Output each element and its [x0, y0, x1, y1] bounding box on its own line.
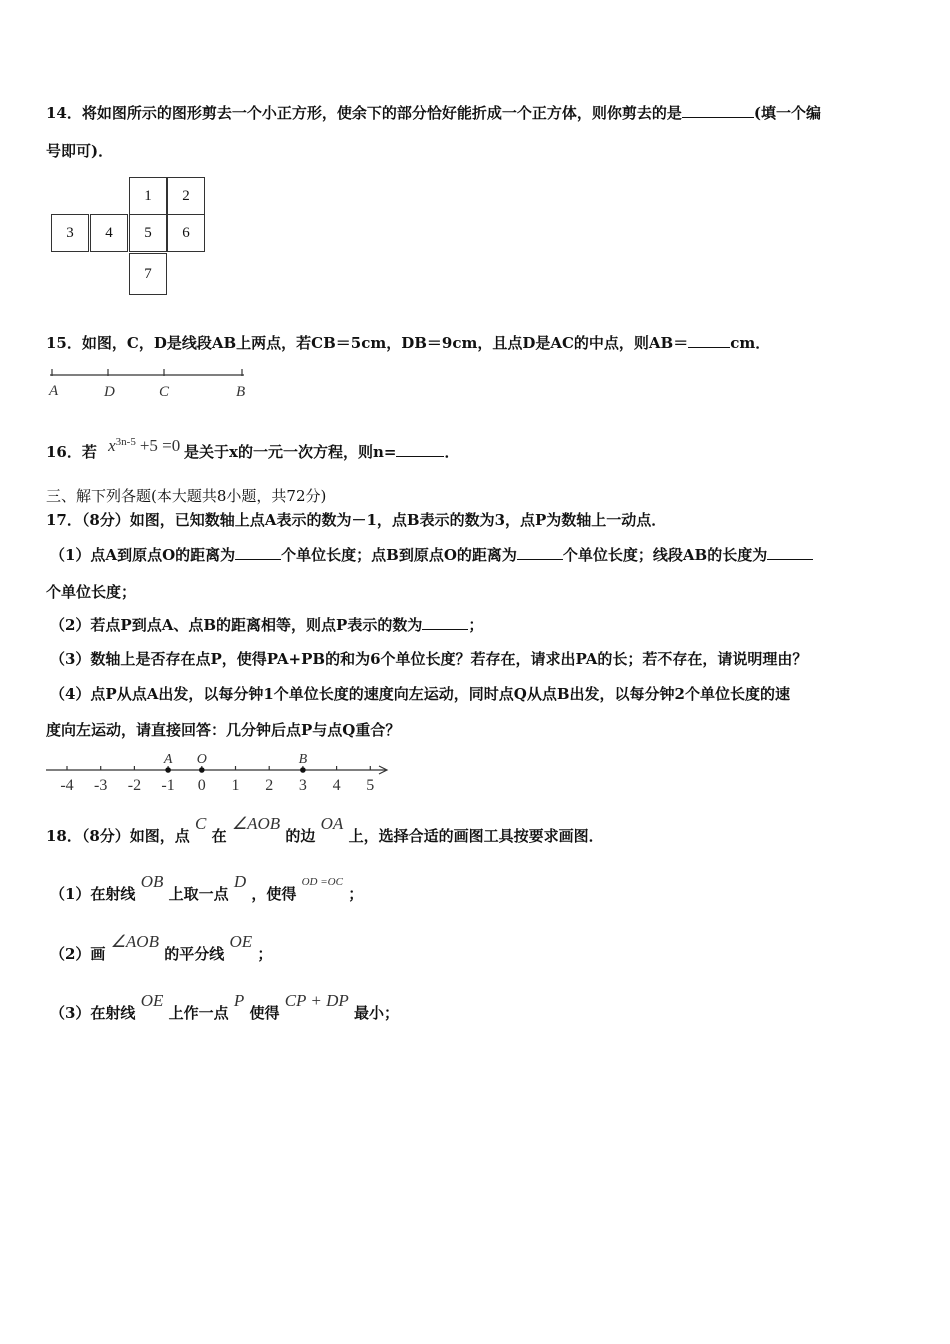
label-a: A: [49, 383, 59, 399]
axis-tick-label-1: -3: [94, 777, 108, 794]
q17-p1d: 个单位长度；: [46, 583, 137, 601]
net-cell-3: 3: [51, 214, 89, 252]
q18-b: 在: [211, 827, 227, 845]
q18-s3c: 使得: [249, 1004, 280, 1022]
net-cell-5: 5: [129, 214, 167, 252]
q18-s3-oe: OE: [140, 991, 164, 1010]
q18-point-c: C: [195, 814, 207, 833]
q18-s2c: ；: [257, 945, 273, 963]
q17-blank1: [235, 545, 281, 560]
q15-line: [46, 333, 770, 353]
q17-part4a: （4）点P从点A出发，以每分钟1个单位长度的速度向左运动，同时点Q从点B出发，以每分钟2个单位长度的速: [50, 685, 790, 703]
axis-point-o: [199, 767, 205, 773]
q14-blank: [682, 103, 754, 118]
net-cell-6: 6: [167, 214, 205, 252]
q18-s3d: 最小；: [354, 1004, 400, 1022]
q16-tail: ．: [444, 443, 460, 461]
q18-a: 18．（8分）如图，点: [46, 827, 190, 845]
q18-oa: OA: [320, 814, 344, 833]
net-cell-2: 2: [167, 177, 205, 215]
axis-tick-label-4: 0: [197, 777, 206, 794]
axis-point-a: [165, 767, 171, 773]
q17-part4b: 度向左运动，请直接回答：几分钟后点P与点Q重合？: [46, 721, 401, 739]
q18-s1-eq: OD =OC: [301, 876, 343, 888]
q16-rest: +5 =0: [139, 436, 181, 455]
q16-prefix: 16．若: [46, 443, 97, 461]
axis-tick-label-2: -2: [127, 777, 142, 794]
cube-net-figure: [47, 175, 217, 300]
q18-s2-angle: ∠AOB: [110, 932, 159, 951]
q15-text: 15．如图，C，D是线段AB上两点，若CB＝5cm，DB＝9cm，且点D是AC的中点，则AB＝: [46, 334, 689, 352]
q14-text-tail: (填一个编: [753, 104, 821, 122]
q17-blank2: [517, 545, 563, 560]
q14-line2: 号即可)．: [46, 142, 114, 160]
q17-p1b: 个单位长度；点B到原点O的距离为: [281, 546, 517, 564]
axis-tick-label-7: 3: [298, 777, 307, 794]
q16-suffix: 是关于x的一元一次方程，则n=: [184, 443, 397, 461]
label-c: C: [159, 384, 170, 400]
q18-s3-p: P: [233, 991, 245, 1010]
q14-line1: [46, 103, 821, 123]
q18-s1a: （1）在射线: [50, 885, 136, 903]
axis-tick-label-6: 2: [265, 777, 274, 794]
q18-s2-oe: OE: [229, 932, 253, 951]
q18-s3a: （3）在射线: [50, 1004, 136, 1022]
axis-tick-label-0: -4: [60, 777, 74, 794]
axis-tick-label-3: -1: [161, 777, 175, 794]
q17-p1c: 个单位长度；线段AB的长度为: [562, 546, 768, 564]
q17-p2a: （2）若点P到点A、点B的距离相等，则点P表示的数为: [50, 616, 423, 634]
q16-exponent: 3n-5: [115, 436, 136, 448]
number-line-figure: [40, 748, 400, 794]
q16-blank: [396, 442, 444, 457]
label-b: B: [236, 384, 246, 400]
q18-step2: [50, 932, 273, 964]
q18-s3-expr: CP + DP: [284, 991, 349, 1010]
axis-point-label-b: B: [298, 752, 308, 767]
axis-tick-label-5: 1: [231, 777, 240, 794]
section-title: 三、解下列各题(本大题共8小题，共72分): [46, 487, 327, 505]
q17-part3: （3）数轴上是否存在点P，使得PA+PB的和为6个单位长度？若存在，请求出PA的长；若不存在，请说明理由？: [50, 650, 808, 668]
axis-point-label-a: A: [163, 752, 173, 767]
q17-intro: 17．（8分）如图，已知数轴上点A表示的数为－1，点B表示的数为3，点P为数轴上一动点．: [46, 511, 667, 529]
q17-part1: [50, 545, 813, 565]
q18-step3: [50, 991, 400, 1023]
q15-tail: cm．: [730, 334, 771, 352]
q14-text: 14．将如图所示的图形剪去一个小正方形，使余下的部分恰好能折成一个正方体，则你剪去的是: [46, 104, 682, 122]
q18-s1b: 上取一点: [168, 885, 229, 903]
net-cell-7: 7: [129, 253, 167, 295]
q18-s1c: ，使得: [251, 885, 297, 903]
label-d: D: [104, 384, 115, 400]
q18-intro: [46, 814, 604, 846]
q17-blank3: [767, 545, 813, 560]
q17-blank4: [422, 615, 468, 630]
q16-expression: [108, 436, 184, 455]
q18-d: 上，选择合适的画图工具按要求画图．: [348, 827, 604, 845]
q18-angle: ∠AOB: [231, 814, 281, 833]
q18-s3b: 上作一点: [168, 1004, 229, 1022]
q17-p1a: （1）点A到原点O的距离为: [50, 546, 236, 564]
net-cell-4: 4: [90, 214, 128, 252]
q18-s2a: （2）画: [50, 945, 106, 963]
axis-point-label-o: O: [196, 752, 207, 767]
q18-s1-d: D: [233, 872, 247, 891]
q15-blank: [688, 333, 730, 348]
axis-point-b: [300, 767, 306, 773]
q18-s2b: 的平分线: [164, 945, 225, 963]
axis-tick-label-8: 4: [332, 777, 341, 794]
q18-s1-ob: OB: [140, 872, 164, 891]
q18-s1d: ；: [348, 885, 364, 903]
q18-step1: [50, 872, 364, 906]
axis-tick-label-9: 5: [366, 777, 375, 794]
q16-line: [46, 438, 459, 463]
q16-base: x: [108, 436, 116, 455]
q18-c: 的边: [285, 827, 316, 845]
q17-part2: [50, 615, 483, 635]
q17-p2b: ；: [468, 616, 484, 634]
net-cell-1: 1: [129, 177, 167, 215]
segment-figure: [46, 364, 248, 402]
